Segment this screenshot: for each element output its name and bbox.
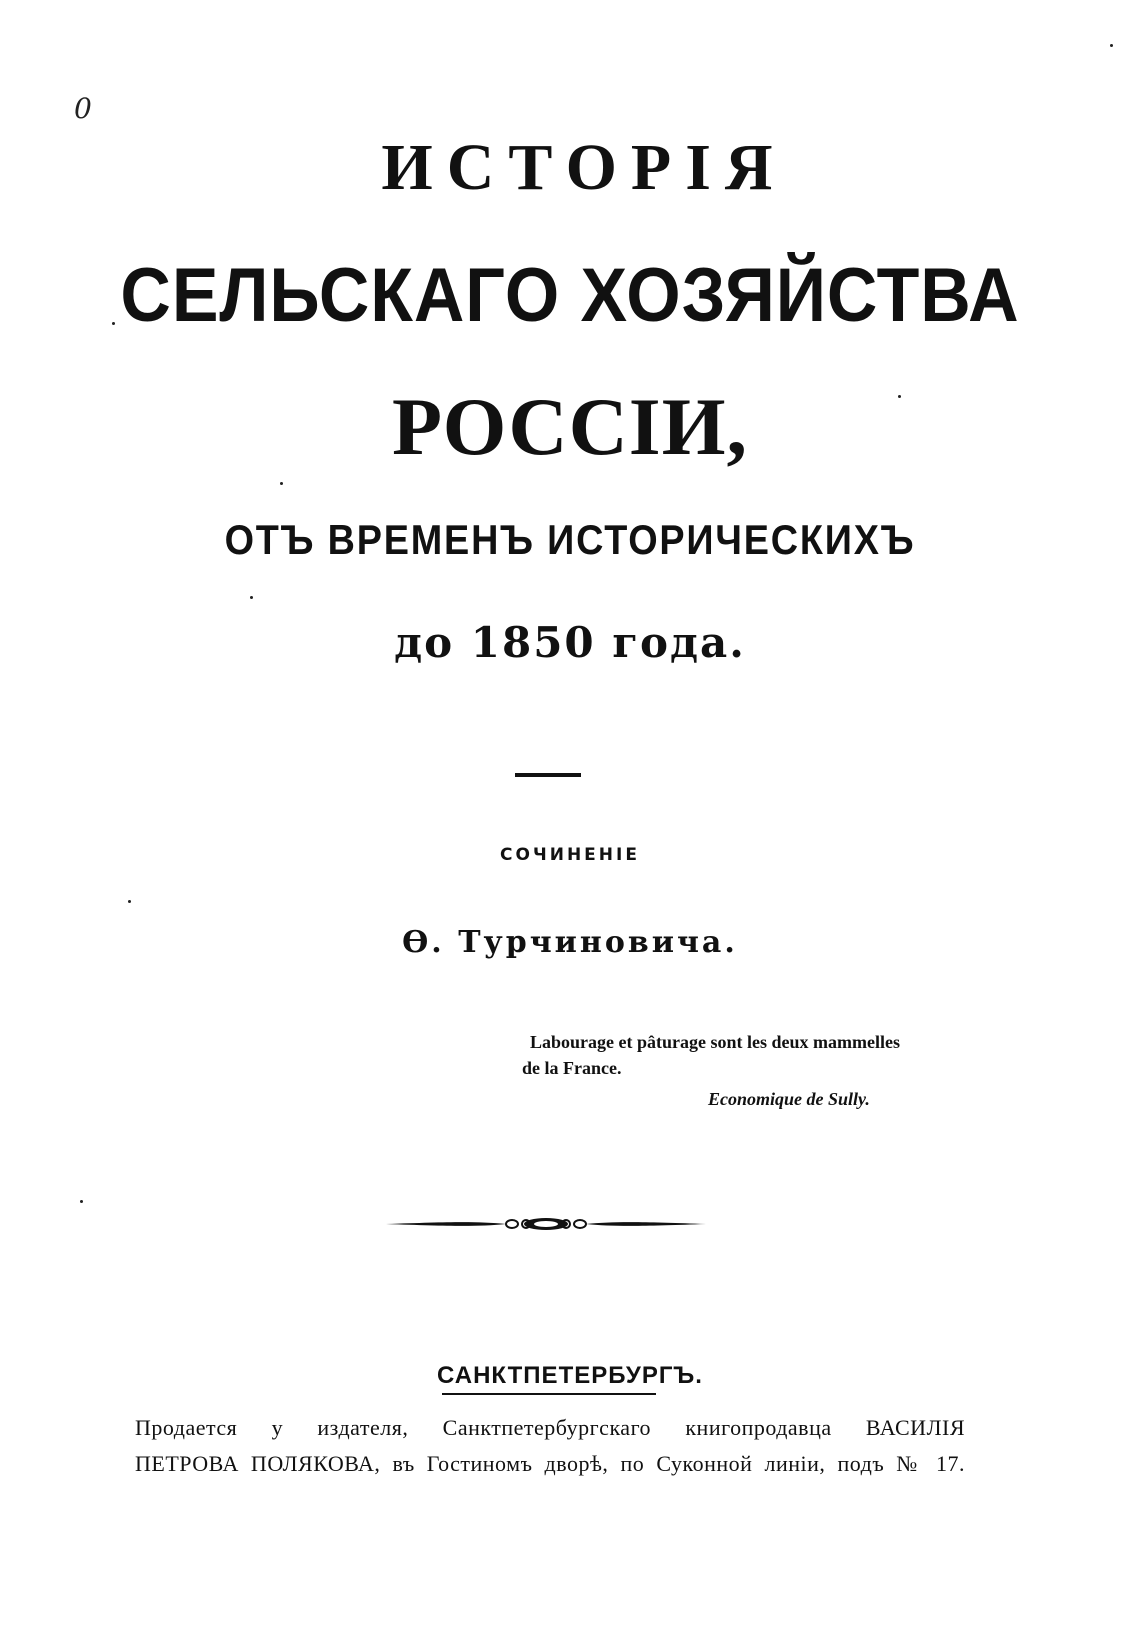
authorship-label: СОЧИНЕНІЕ xyxy=(500,845,640,865)
epigraph-line-1: Labourage et pâturage sont les deux mammelles xyxy=(530,1032,900,1052)
speck xyxy=(80,1200,83,1203)
speck xyxy=(128,900,131,903)
title-line-1: ИСТОРІЯ xyxy=(381,131,787,204)
subtitle-line-2: до 1850 года. xyxy=(394,618,746,667)
epigraph xyxy=(522,1029,982,1081)
imprint-line-2: ПЕТРОВА ПОЛЯКОВА, въ Гостиномъ дворѣ, по Суконной линіи, подъ № 17. xyxy=(135,1451,965,1476)
ornament-divider xyxy=(386,1212,706,1236)
epigraph-source: Economique de Sully. xyxy=(708,1089,870,1109)
page-number-mark: 0 xyxy=(74,92,92,125)
speck xyxy=(112,322,115,325)
imprint-line-1: Продается у издателя, Санктпетербургскаго книгопродавца ВАСИЛІЯ xyxy=(135,1415,965,1440)
divider-rule xyxy=(515,773,581,777)
publisher-imprint xyxy=(135,1410,965,1482)
author-name: Ѳ. Турчиновича. xyxy=(402,925,738,960)
speck xyxy=(1110,44,1113,47)
subtitle-line-1: ОТЪ ВРЕМЕНЪ ИСТОРИЧЕСКИХЪ xyxy=(224,516,916,563)
title-line-3: РОССІИ, xyxy=(391,381,749,472)
city-name: САНКТПЕТЕРБУРГЪ. xyxy=(437,1362,703,1389)
speck xyxy=(898,395,901,398)
title-line-2: СЕЛЬСКАГО ХОЗЯЙСТВА xyxy=(120,253,1020,338)
speck xyxy=(250,596,253,599)
speck xyxy=(280,482,283,485)
epigraph-line-2: de la France. xyxy=(522,1058,622,1078)
city-underline xyxy=(442,1393,656,1395)
